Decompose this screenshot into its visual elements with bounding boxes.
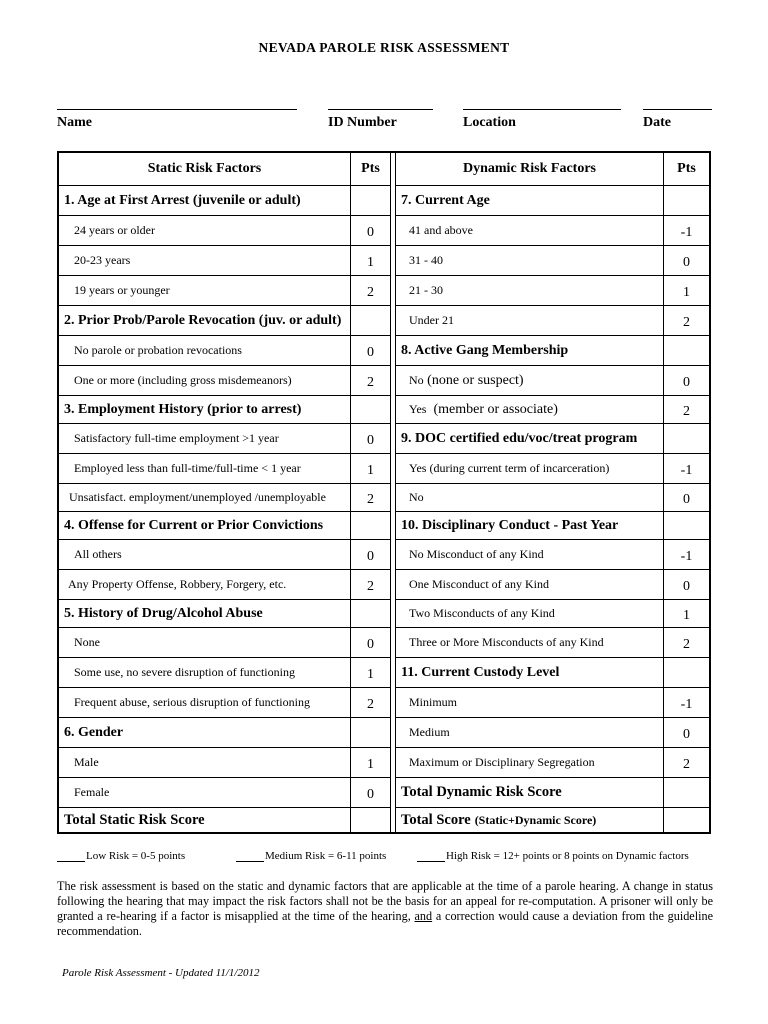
points-cell[interactable] bbox=[350, 600, 390, 627]
points-cell[interactable]: -1 bbox=[663, 540, 709, 569]
factor-category-label: 6. Gender bbox=[64, 724, 124, 740]
total-static-risk-score-label: Total Static Risk Score bbox=[64, 811, 205, 828]
id-number-label: ID Number bbox=[328, 115, 397, 130]
factor-option-label: Three or More Misconducts of any Kind bbox=[409, 635, 604, 649]
page-title: NEVADA PAROLE RISK ASSESSMENT bbox=[258, 40, 510, 55]
points-cell[interactable]: 1 bbox=[350, 748, 390, 777]
dynamic-option-row bbox=[396, 453, 709, 483]
points-cell[interactable]: 0 bbox=[663, 246, 709, 275]
static-category-row bbox=[59, 395, 390, 423]
static-option-row bbox=[59, 657, 390, 687]
gang-yes-label: Yes bbox=[409, 402, 427, 416]
static-option-row bbox=[59, 687, 390, 717]
dynamic-option-row bbox=[396, 215, 709, 245]
name-field[interactable] bbox=[57, 109, 297, 133]
factor-category-label: 4. Offense for Current or Prior Convictions bbox=[64, 517, 324, 533]
static-category-row bbox=[59, 305, 390, 335]
factor-option-label: 41 and above bbox=[409, 223, 473, 237]
points-cell[interactable] bbox=[350, 306, 390, 335]
location-field[interactable] bbox=[463, 109, 621, 133]
dynamic-category-row bbox=[396, 335, 709, 365]
factor-category-label: 9. DOC certified edu/voc/treat program bbox=[401, 430, 638, 446]
factor-option-label: 21 - 30 bbox=[409, 283, 443, 297]
static-category-row bbox=[59, 717, 390, 747]
low-risk-label: Low Risk = 0-5 points bbox=[86, 850, 186, 862]
id-number-blank-line bbox=[328, 109, 433, 110]
factor-category-label: 7. Current Age bbox=[401, 192, 490, 208]
factor-category-label: 1. Age at First Arrest (juvenile or adult) bbox=[64, 192, 301, 208]
factor-option-label: No parole or probation revocations bbox=[74, 343, 242, 357]
dynamic-option-row bbox=[396, 627, 709, 657]
points-cell[interactable] bbox=[663, 336, 709, 365]
points-cell[interactable] bbox=[350, 512, 390, 539]
dynamic-option-row bbox=[396, 569, 709, 599]
medium-risk-blank[interactable] bbox=[236, 850, 264, 862]
points-cell[interactable]: 1 bbox=[663, 276, 709, 305]
factor-option-label bbox=[396, 366, 663, 395]
points-cell[interactable]: 0 bbox=[663, 484, 709, 511]
name-blank-line bbox=[57, 109, 297, 110]
factor-option-label: Under 21 bbox=[409, 313, 454, 327]
points-cell[interactable]: 2 bbox=[350, 366, 390, 395]
static-category-row bbox=[59, 511, 390, 539]
factor-category-label: 5. History of Drug/Alcohol Abuse bbox=[64, 605, 263, 621]
high-risk-label: High Risk = 12+ points or 8 points on Dynamic factors bbox=[446, 850, 689, 862]
points-cell[interactable]: 0 bbox=[350, 778, 390, 807]
points-cell[interactable]: 0 bbox=[350, 216, 390, 245]
static-header: Static Risk Factors bbox=[147, 161, 262, 176]
factor-option-label: 31 - 40 bbox=[409, 253, 443, 267]
static-option-row bbox=[59, 747, 390, 777]
low-risk-blank[interactable] bbox=[57, 850, 85, 862]
dynamic-risk-column bbox=[396, 153, 709, 832]
points-cell[interactable]: 2 bbox=[350, 484, 390, 511]
factor-option-label: Yes (during current term of incarceration) bbox=[409, 461, 610, 475]
dynamic-option-row bbox=[396, 717, 709, 747]
risk-factors-table bbox=[57, 151, 711, 834]
legend-high-risk bbox=[417, 850, 689, 862]
factor-option-label: One Misconduct of any Kind bbox=[409, 577, 549, 591]
factor-option-label: One or more (including gross misdemeanors) bbox=[74, 373, 292, 387]
dynamic-option-row bbox=[396, 245, 709, 275]
dynamic-category-row bbox=[396, 657, 709, 687]
location-blank-line bbox=[463, 109, 621, 110]
total-score-label bbox=[396, 808, 663, 832]
factor-option-label: Maximum or Disciplinary Segregation bbox=[409, 755, 595, 769]
points-cell[interactable]: 0 bbox=[663, 718, 709, 747]
points-cell[interactable] bbox=[663, 658, 709, 687]
factor-option-label: None bbox=[74, 635, 100, 649]
dynamic-category-row bbox=[396, 185, 709, 215]
dynamic-option-row bbox=[396, 687, 709, 717]
points-cell[interactable]: 0 bbox=[350, 336, 390, 365]
factor-option-label bbox=[396, 396, 663, 423]
dynamic-option-row bbox=[396, 365, 709, 395]
points-cell[interactable]: 0 bbox=[663, 366, 709, 395]
factor-option-label: Some use, no severe disruption of functioning bbox=[74, 665, 295, 679]
dynamic-header: Dynamic Risk Factors bbox=[463, 161, 596, 176]
points-cell[interactable] bbox=[663, 186, 709, 215]
factor-category-label: 2. Prior Prob/Parole Revocation (juv. or adult) bbox=[64, 312, 342, 328]
legend-low-risk bbox=[57, 850, 185, 862]
factor-category-label: 11. Current Custody Level bbox=[401, 664, 560, 680]
dynamic-option-row bbox=[396, 599, 709, 627]
dynamic-option-row bbox=[396, 305, 709, 335]
factor-category-label: 8. Active Gang Membership bbox=[401, 342, 569, 358]
high-risk-blank[interactable] bbox=[417, 850, 445, 862]
footer-text: Parole Risk Assessment - Updated 11/1/2012 bbox=[62, 967, 260, 979]
points-cell[interactable]: -1 bbox=[663, 454, 709, 483]
dynamic-option-row bbox=[396, 395, 709, 423]
date-label: Date bbox=[643, 115, 671, 130]
static-option-row bbox=[59, 215, 390, 245]
static-option-row bbox=[59, 483, 390, 511]
static-option-row bbox=[59, 539, 390, 569]
dynamic-total-row bbox=[396, 777, 709, 807]
static-option-row bbox=[59, 453, 390, 483]
points-cell[interactable]: -1 bbox=[663, 216, 709, 245]
factor-option-label: Any Property Offense, Robbery, Forgery, etc. bbox=[68, 577, 287, 591]
factor-category-label: 3. Employment History (prior to arrest) bbox=[64, 401, 302, 417]
static-total-row bbox=[59, 807, 390, 832]
factor-category-label: 10. Disciplinary Conduct - Past Year bbox=[401, 517, 619, 533]
points-cell[interactable]: 1 bbox=[350, 658, 390, 687]
factor-option-label: All others bbox=[74, 547, 122, 561]
points-cell[interactable]: 0 bbox=[663, 570, 709, 599]
static-category-row bbox=[59, 599, 390, 627]
medium-risk-label: Medium Risk = 6-11 points bbox=[265, 850, 387, 862]
points-cell[interactable]: 2 bbox=[350, 688, 390, 717]
points-cell[interactable] bbox=[350, 186, 390, 215]
points-cell[interactable]: 2 bbox=[663, 628, 709, 657]
static-category-row bbox=[59, 185, 390, 215]
gang-yes-detail: (member or associate) bbox=[426, 401, 558, 417]
static-option-row bbox=[59, 365, 390, 395]
static-option-row bbox=[59, 335, 390, 365]
disclaimer-text-after: a correction would cause a deviation from the guideline recommendation. bbox=[57, 909, 713, 938]
dynamic-option-row bbox=[396, 275, 709, 305]
id-number-field[interactable] bbox=[328, 109, 433, 133]
grand-total-row bbox=[396, 807, 709, 832]
factor-option-label: Satisfactory full-time employment >1 year bbox=[74, 431, 279, 445]
total-score-cell[interactable] bbox=[663, 808, 709, 832]
static-header-row bbox=[59, 153, 390, 185]
points-cell[interactable] bbox=[663, 424, 709, 453]
static-option-row bbox=[59, 275, 390, 305]
points-cell[interactable]: 2 bbox=[663, 748, 709, 777]
static-option-row bbox=[59, 423, 390, 453]
disclaimer-text-before: The risk assessment is based on the static and dynamic factors that are applicable at the time of a parole hearing. A change in status following the hearing that may impact the risk factors shall not be the basis for an appeal for re-computation. A prisoner will only be granted a re-hearing if a factor is misapplied at the time of the hearing, bbox=[57, 879, 713, 923]
static-option-row bbox=[59, 245, 390, 275]
points-cell[interactable]: 2 bbox=[350, 570, 390, 599]
factor-option-label: 24 years or older bbox=[74, 223, 155, 237]
name-label: Name bbox=[57, 115, 92, 130]
disclaimer-underlined: and bbox=[414, 909, 433, 923]
points-cell[interactable] bbox=[350, 396, 390, 423]
factor-option-label: 20-23 years bbox=[74, 253, 131, 267]
static-option-row bbox=[59, 569, 390, 599]
factor-option-label: Employed less than full-time/full-time < 1 year bbox=[74, 461, 301, 475]
points-cell[interactable]: 1 bbox=[350, 454, 390, 483]
static-option-row bbox=[59, 627, 390, 657]
points-cell[interactable]: 1 bbox=[350, 246, 390, 275]
points-cell[interactable] bbox=[350, 718, 390, 747]
points-cell[interactable]: 1 bbox=[663, 600, 709, 627]
factor-option-label: Male bbox=[74, 755, 99, 769]
points-cell[interactable]: 0 bbox=[350, 540, 390, 569]
location-label: Location bbox=[463, 115, 516, 130]
factor-option-label: Medium bbox=[409, 725, 450, 739]
disclaimer-paragraph bbox=[57, 879, 713, 939]
factor-option-label: No bbox=[409, 490, 424, 504]
factor-option-label: 19 years or younger bbox=[74, 283, 170, 297]
dynamic-option-row bbox=[396, 747, 709, 777]
factor-option-label: Two Misconducts of any Kind bbox=[409, 606, 555, 620]
points-cell[interactable]: 0 bbox=[350, 424, 390, 453]
points-cell[interactable]: -1 bbox=[663, 688, 709, 717]
total-dynamic-score-cell[interactable] bbox=[663, 778, 709, 807]
static-pts-header: Pts bbox=[350, 153, 390, 185]
dynamic-category-row bbox=[396, 423, 709, 453]
dynamic-option-row bbox=[396, 483, 709, 511]
gang-no-detail: (none or suspect) bbox=[423, 372, 524, 388]
points-cell[interactable]: 0 bbox=[350, 628, 390, 657]
dynamic-pts-header: Pts bbox=[663, 153, 709, 185]
factor-option-label: Frequent abuse, serious disruption of functioning bbox=[74, 695, 310, 709]
static-option-row bbox=[59, 777, 390, 807]
factor-option-label: Unsatisfact. employment/unemployed /unemployable bbox=[69, 490, 326, 504]
points-cell[interactable] bbox=[663, 512, 709, 539]
dynamic-category-row bbox=[396, 511, 709, 539]
dynamic-header-row bbox=[396, 153, 709, 185]
static-risk-column bbox=[59, 153, 390, 832]
total-score-note: (Static+Dynamic Score) bbox=[474, 812, 597, 827]
factor-option-label: Female bbox=[74, 785, 110, 799]
date-field[interactable] bbox=[643, 109, 712, 133]
dynamic-option-row bbox=[396, 539, 709, 569]
legend-medium-risk bbox=[236, 850, 386, 862]
gang-no-label: No bbox=[409, 373, 424, 387]
points-cell[interactable]: 2 bbox=[663, 396, 709, 423]
total-static-score-cell[interactable] bbox=[350, 808, 390, 832]
points-cell[interactable]: 2 bbox=[663, 306, 709, 335]
factor-option-label: Minimum bbox=[409, 695, 458, 709]
factor-option-label: No Misconduct of any Kind bbox=[409, 547, 544, 561]
points-cell[interactable]: 2 bbox=[350, 276, 390, 305]
total-score-text: Total Score bbox=[401, 811, 471, 828]
total-dynamic-risk-score-label: Total Dynamic Risk Score bbox=[401, 784, 562, 800]
date-blank-line bbox=[643, 109, 712, 110]
